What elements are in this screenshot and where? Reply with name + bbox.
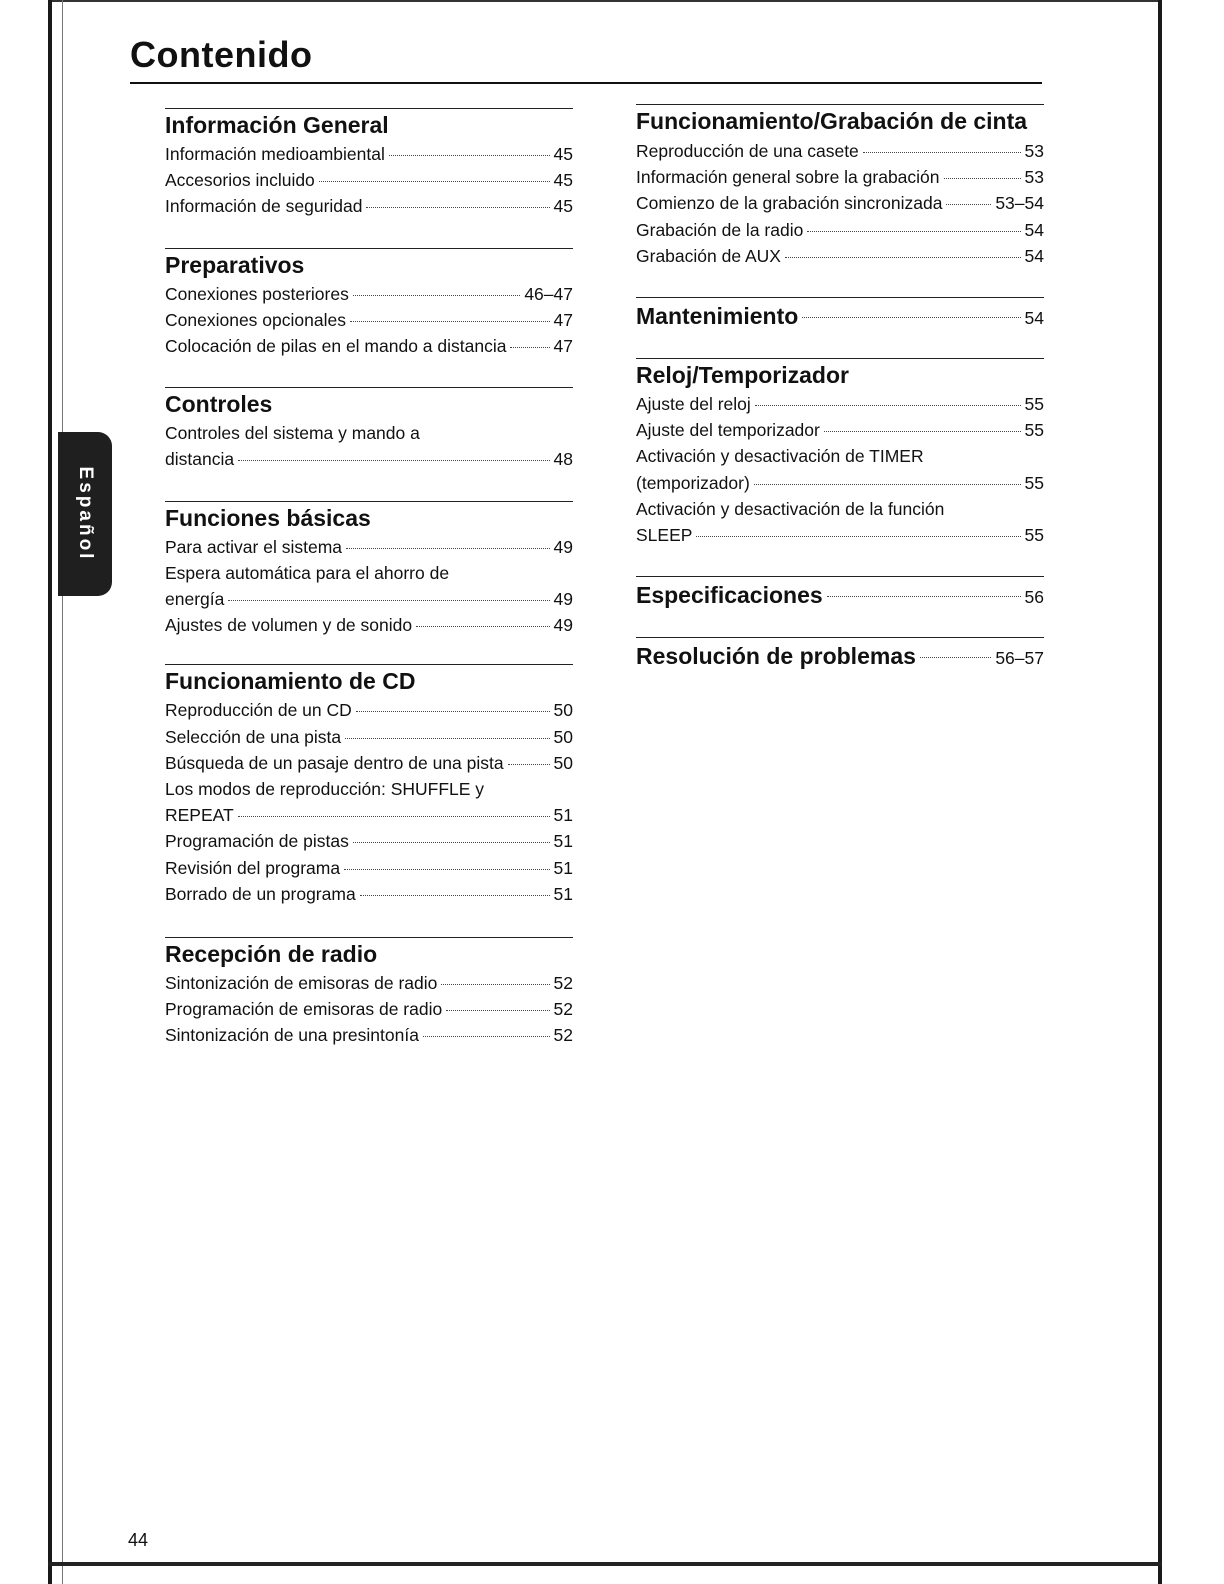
toc-entry[interactable]	[165, 881, 573, 907]
entry-label: (temporizador)	[636, 472, 750, 493]
section-heading: Recepción de radio	[165, 941, 378, 968]
entry-page: 51	[553, 831, 573, 852]
scan-border-left-inner	[62, 0, 63, 1584]
section-heading: Funcionamiento/Grabación de cinta	[636, 108, 1028, 134]
entry-page: 51	[553, 883, 573, 904]
section-heading: Resolución de problemas	[636, 643, 916, 670]
entry-label: Colocación de pilas en el mando a distancia	[165, 336, 507, 357]
entry-label: Conexiones posteriores	[165, 283, 349, 304]
entry-page: 52	[553, 999, 573, 1020]
entry-label: Ajustes de volumen y de sonido	[165, 615, 413, 636]
entry-label: Sintonización de emisoras de radio	[165, 973, 438, 994]
entry-page: 48	[553, 449, 573, 470]
dot-leader	[356, 711, 550, 712]
entry-label: Grabación de la radio	[636, 219, 804, 240]
section-reloj-temporizador	[636, 358, 1044, 548]
entry-label: Ajuste del reloj	[636, 394, 751, 415]
toc-entry[interactable]	[165, 970, 573, 996]
dot-leader	[350, 321, 550, 322]
entry-page: 47	[553, 309, 573, 330]
entry-page: 52	[553, 973, 573, 994]
toc-entry[interactable]	[165, 586, 573, 612]
section-heading: Preparativos	[165, 251, 305, 278]
entry-page: 49	[553, 615, 573, 636]
toc-entry[interactable]	[165, 446, 573, 472]
toc-entry[interactable]	[165, 534, 573, 560]
toc-entry[interactable]	[165, 141, 573, 167]
toc-entry[interactable]	[165, 307, 573, 333]
section-heading: Reloj/Temporizador	[636, 362, 849, 389]
entry-label: Accesorios incluido	[165, 170, 315, 191]
entry-line[interactable]: Activación y desactivación de la función	[636, 498, 945, 519]
toc-entry[interactable]	[636, 243, 1044, 269]
dot-leader	[807, 231, 1020, 232]
toc-entry[interactable]	[165, 724, 573, 750]
entry-page: 54	[1024, 219, 1044, 240]
dot-leader	[423, 1036, 550, 1037]
section-mantenimiento[interactable]	[636, 297, 1044, 332]
entry-label: Ajuste del temporizador	[636, 420, 820, 441]
entry-label: Comienzo de la grabación sincronizada	[636, 193, 943, 214]
entry-page: 55	[1024, 394, 1044, 415]
toc-entry[interactable]	[636, 391, 1044, 417]
toc-entry[interactable]	[165, 996, 573, 1022]
section-preparativos	[165, 248, 573, 360]
entry-page: 45	[553, 144, 573, 164]
entry-label: Borrado de un programa	[165, 883, 356, 904]
section-heading: Especificaciones	[636, 582, 823, 609]
entry-page: 51	[553, 857, 573, 878]
dot-leader	[696, 536, 1020, 537]
toc-entry[interactable]	[165, 612, 573, 638]
entry-page: 53–54	[995, 193, 1044, 214]
entry-page: 50	[553, 700, 573, 721]
entry-page: 55	[1024, 420, 1044, 441]
entry-page: 51	[553, 805, 573, 826]
entry-label: Revisión del programa	[165, 857, 341, 878]
entry-label: energía	[165, 589, 225, 610]
entry-page: 49	[553, 536, 573, 557]
section-heading: Información General	[165, 112, 389, 138]
dot-leader	[827, 596, 1021, 597]
toc-entry[interactable]	[636, 217, 1044, 243]
entry-page: 47	[553, 336, 573, 357]
section-resolucion-problemas[interactable]	[636, 637, 1044, 672]
entry-label: Búsqueda de un pasaje dentro de una pista	[165, 752, 504, 773]
entry-page: 45	[553, 196, 573, 217]
dot-leader	[416, 626, 549, 627]
section-grabacion-cinta	[636, 104, 1044, 269]
page-number: 44	[128, 1530, 149, 1550]
entry-page: 45	[553, 170, 573, 191]
entry-page: 50	[553, 726, 573, 747]
dot-leader	[946, 204, 991, 205]
entry-label: Sintonización de una presintonía	[165, 1025, 419, 1046]
dot-leader	[441, 984, 549, 985]
entry-label: Información general sobre la grabación	[636, 167, 940, 188]
dot-leader	[353, 842, 550, 843]
dot-leader	[508, 764, 550, 765]
entry-page: 55	[1024, 472, 1044, 493]
entry-label: Programación de emisoras de radio	[165, 999, 443, 1020]
section-controles	[165, 387, 573, 472]
dot-leader	[863, 152, 1021, 153]
dot-leader	[785, 257, 1021, 258]
entry-page: 56–57	[995, 648, 1044, 669]
toc-entry[interactable]	[165, 167, 573, 193]
dot-leader	[344, 869, 549, 870]
entry-line[interactable]: Controles del sistema y mando a	[165, 423, 420, 444]
entry-page: 54	[1024, 308, 1044, 329]
dot-leader	[228, 600, 549, 601]
entry-label: SLEEP	[636, 525, 693, 546]
toc-entry[interactable]	[636, 164, 1044, 190]
entry-page: 56	[1024, 587, 1044, 608]
entry-label: Información de seguridad	[165, 196, 363, 217]
entry-label: Programación de pistas	[165, 831, 349, 852]
section-funciones-basicas	[165, 501, 573, 639]
dot-leader	[755, 405, 1021, 406]
entry-page: 46–47	[524, 283, 573, 304]
toc-entry[interactable]	[165, 333, 573, 359]
entry-page: 54	[1024, 245, 1044, 266]
toc-left-column	[165, 100, 573, 1049]
dot-leader	[920, 657, 991, 658]
section-heading: Funcionamiento de CD	[165, 668, 416, 695]
toc-entry[interactable]	[165, 281, 573, 307]
language-label: Español	[75, 466, 96, 562]
title-rule	[130, 82, 1042, 84]
section-heading: Funciones básicas	[165, 504, 371, 531]
entry-label: Reproducción de un CD	[165, 700, 352, 721]
dot-leader	[366, 207, 549, 208]
entry-label: Información medioambiental	[165, 144, 385, 164]
section-funcionamiento-cd	[165, 664, 573, 907]
entry-label: Grabación de AUX	[636, 245, 781, 266]
entry-line[interactable]: Los modos de reproducción: SHUFFLE y	[165, 779, 485, 800]
entry-label: REPEAT	[165, 805, 234, 826]
entry-label: Conexiones opcionales	[165, 309, 346, 330]
toc-entry[interactable]	[636, 417, 1044, 443]
toc-right-column	[636, 100, 1044, 672]
section-informacion-general	[165, 108, 573, 220]
dot-leader	[446, 1010, 549, 1011]
dot-leader	[824, 431, 1021, 432]
scan-border-bottom	[48, 1562, 1162, 1566]
entry-page: 49	[553, 589, 573, 610]
toc-entry[interactable]	[636, 522, 1044, 548]
entry-page: 55	[1024, 525, 1044, 546]
dot-leader	[360, 895, 550, 896]
entry-page: 52	[553, 1025, 573, 1046]
toc-entry[interactable]	[165, 855, 573, 881]
dot-leader	[238, 460, 549, 461]
section-heading: Controles	[165, 391, 273, 418]
toc-entry[interactable]	[165, 802, 573, 828]
entry-label: distancia	[165, 449, 235, 470]
entry-line[interactable]: Espera automática para el ahorro de	[165, 562, 450, 583]
entry-page: 53	[1024, 141, 1044, 161]
language-side-tab	[58, 432, 112, 596]
entry-label: Para activar el sistema	[165, 536, 343, 557]
dot-leader	[944, 178, 1021, 179]
page-title: Contenido	[130, 34, 313, 75]
scan-border-top	[48, 0, 1162, 2]
scan-border-left	[48, 0, 52, 1584]
section-especificaciones[interactable]	[636, 576, 1044, 611]
dot-leader	[319, 181, 550, 182]
toc-entry[interactable]	[165, 750, 573, 776]
entry-page: 50	[553, 752, 573, 773]
scan-border-right	[1158, 0, 1162, 1584]
dot-leader	[389, 155, 550, 156]
toc-entry[interactable]	[165, 193, 573, 219]
toc-entry[interactable]	[636, 470, 1044, 496]
toc-entry[interactable]	[636, 190, 1044, 216]
entry-label: Reproducción de una casete	[636, 141, 859, 161]
toc-entry[interactable]	[165, 1022, 573, 1048]
dot-leader	[510, 347, 549, 348]
dot-leader	[353, 295, 520, 296]
entry-label: Selección de una pista	[165, 726, 342, 747]
entry-line[interactable]: Activación y desactivación de TIMER	[636, 446, 924, 467]
toc-entry[interactable]	[165, 697, 573, 723]
dot-leader	[754, 484, 1021, 485]
toc-entry[interactable]	[636, 138, 1044, 164]
dot-leader	[238, 816, 550, 817]
section-heading: Mantenimiento	[636, 303, 799, 330]
entry-page: 53	[1024, 167, 1044, 188]
dot-leader	[802, 317, 1020, 318]
toc-entry[interactable]	[165, 828, 573, 854]
dot-leader	[346, 548, 550, 549]
section-recepcion-radio	[165, 937, 573, 1049]
dot-leader	[345, 738, 549, 739]
